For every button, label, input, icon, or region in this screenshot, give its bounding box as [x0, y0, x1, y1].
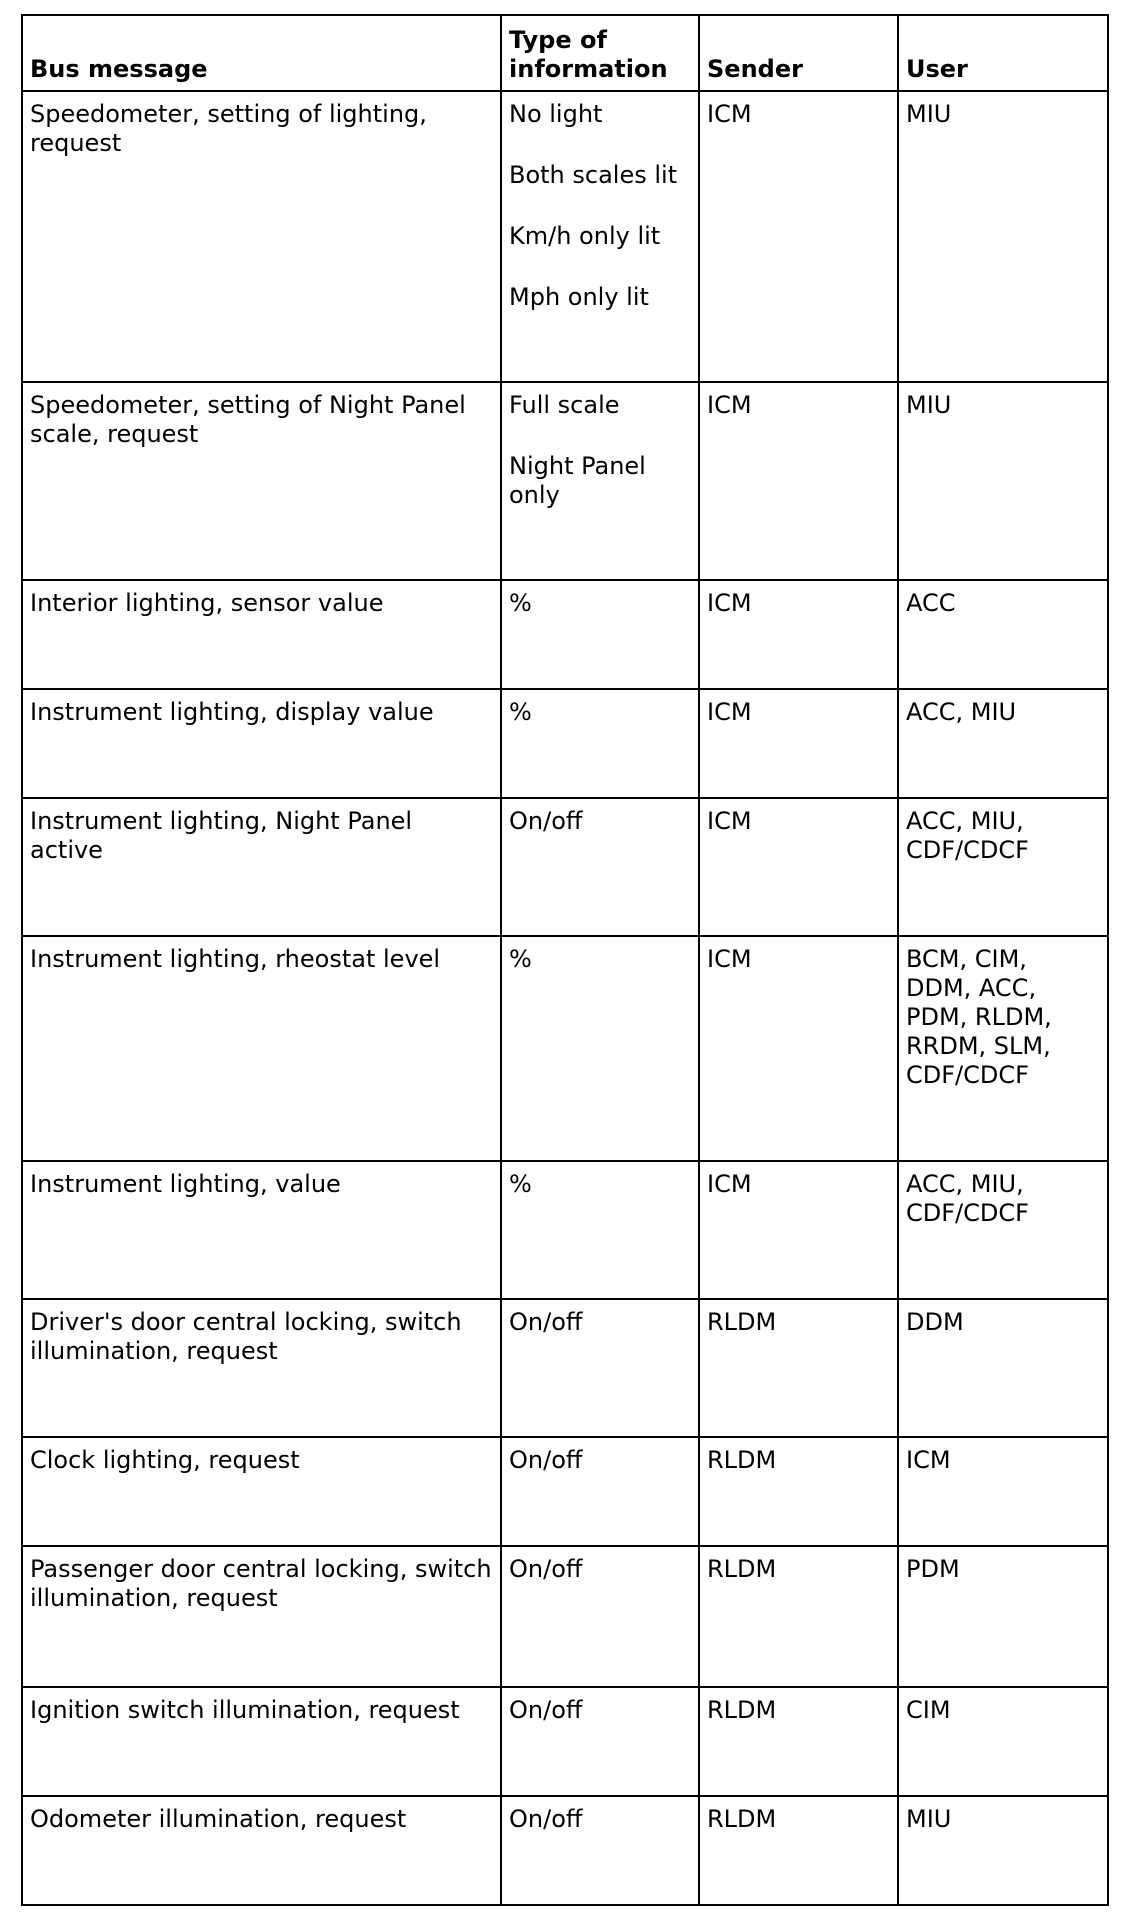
cell-type-of-information: [501, 580, 699, 689]
cell-type-of-information: [501, 798, 699, 936]
cell-user: MIU: [898, 382, 1108, 580]
cell-sender: RLDM: [699, 1546, 898, 1687]
cell-type-of-information: [501, 1796, 699, 1905]
cell-user: ACC, MIU, CDF/CDCF: [898, 798, 1108, 936]
info-value: On/off: [509, 1696, 583, 1724]
table-row: [22, 1299, 1108, 1437]
cell-user: CIM: [898, 1687, 1108, 1796]
cell-bus-message: Speedometer, setting of lighting, request: [22, 91, 501, 382]
table-row: [22, 580, 1108, 689]
header-bus-message: Bus message: [22, 15, 501, 91]
cell-bus-message: Instrument lighting, value: [22, 1161, 501, 1299]
cell-user: ACC: [898, 580, 1108, 689]
cell-bus-message: Ignition switch illumination, request: [22, 1687, 501, 1796]
cell-bus-message: Driver's door central locking, switch illumination, request: [22, 1299, 501, 1437]
table-row: [22, 1687, 1108, 1796]
table-row: [22, 1161, 1108, 1299]
info-value: Both scales lit: [509, 161, 678, 189]
cell-sender: ICM: [699, 689, 898, 798]
table-row: [22, 689, 1108, 798]
info-value: Km/h only lit: [509, 222, 661, 250]
cell-type-of-information: [501, 1161, 699, 1299]
cell-type-of-information: [501, 91, 699, 382]
cell-bus-message: Clock lighting, request: [22, 1437, 501, 1546]
cell-sender: RLDM: [699, 1437, 898, 1546]
cell-bus-message: Interior lighting, sensor value: [22, 580, 501, 689]
table-row: [22, 91, 1108, 382]
header-user: User: [898, 15, 1108, 91]
header-sender: Sender: [699, 15, 898, 91]
info-value: Mph only lit: [509, 283, 649, 311]
cell-user: BCM, CIM, DDM, ACC, PDM, RLDM, RRDM, SLM, CDF/CDCF: [898, 936, 1108, 1161]
cell-type-of-information: [501, 1437, 699, 1546]
cell-sender: ICM: [699, 91, 898, 382]
info-value: On/off: [509, 1555, 583, 1583]
header-type-of-information: Type of information: [501, 15, 699, 91]
cell-user: MIU: [898, 1796, 1108, 1905]
cell-type-of-information: [501, 382, 699, 580]
cell-bus-message: Odometer illumination, request: [22, 1796, 501, 1905]
table-row: [22, 1546, 1108, 1687]
table-row: [22, 798, 1108, 936]
cell-sender: ICM: [699, 936, 898, 1161]
cell-sender: ICM: [699, 382, 898, 580]
cell-bus-message: Speedometer, setting of Night Panel scale, request: [22, 382, 501, 580]
info-value: %: [509, 945, 532, 973]
cell-user: DDM: [898, 1299, 1108, 1437]
cell-bus-message: Instrument lighting, display value: [22, 689, 501, 798]
cell-bus-message: Instrument lighting, Night Panel active: [22, 798, 501, 936]
cell-user: ACC, MIU: [898, 689, 1108, 798]
cell-sender: ICM: [699, 1161, 898, 1299]
info-value: On/off: [509, 807, 583, 835]
cell-bus-message: Instrument lighting, rheostat level: [22, 936, 501, 1161]
cell-sender: ICM: [699, 798, 898, 936]
table-body: [22, 91, 1108, 1905]
table-row: [22, 1437, 1108, 1546]
info-value: No light: [509, 100, 603, 128]
info-value: Full scale: [509, 391, 620, 419]
info-value: %: [509, 698, 532, 726]
cell-user: ACC, MIU, CDF/CDCF: [898, 1161, 1108, 1299]
table-row: [22, 936, 1108, 1161]
cell-type-of-information: [501, 936, 699, 1161]
info-value: Night Panel only: [509, 452, 646, 509]
cell-user: ICM: [898, 1437, 1108, 1546]
cell-type-of-information: [501, 1299, 699, 1437]
info-value: %: [509, 1170, 532, 1198]
table-row: [22, 382, 1108, 580]
info-value: On/off: [509, 1805, 583, 1833]
cell-sender: ICM: [699, 580, 898, 689]
cell-type-of-information: [501, 1687, 699, 1796]
cell-sender: RLDM: [699, 1299, 898, 1437]
cell-type-of-information: [501, 1546, 699, 1687]
cell-sender: RLDM: [699, 1687, 898, 1796]
info-value: On/off: [509, 1308, 583, 1336]
header-row: [22, 15, 1108, 91]
cell-sender: RLDM: [699, 1796, 898, 1905]
info-value: On/off: [509, 1446, 583, 1474]
cell-user: MIU: [898, 91, 1108, 382]
table-row: [22, 1796, 1108, 1905]
bus-message-table: [21, 14, 1109, 1906]
cell-bus-message: Passenger door central locking, switch illumination, request: [22, 1546, 501, 1687]
cell-user: PDM: [898, 1546, 1108, 1687]
cell-type-of-information: [501, 689, 699, 798]
info-value: %: [509, 589, 532, 617]
